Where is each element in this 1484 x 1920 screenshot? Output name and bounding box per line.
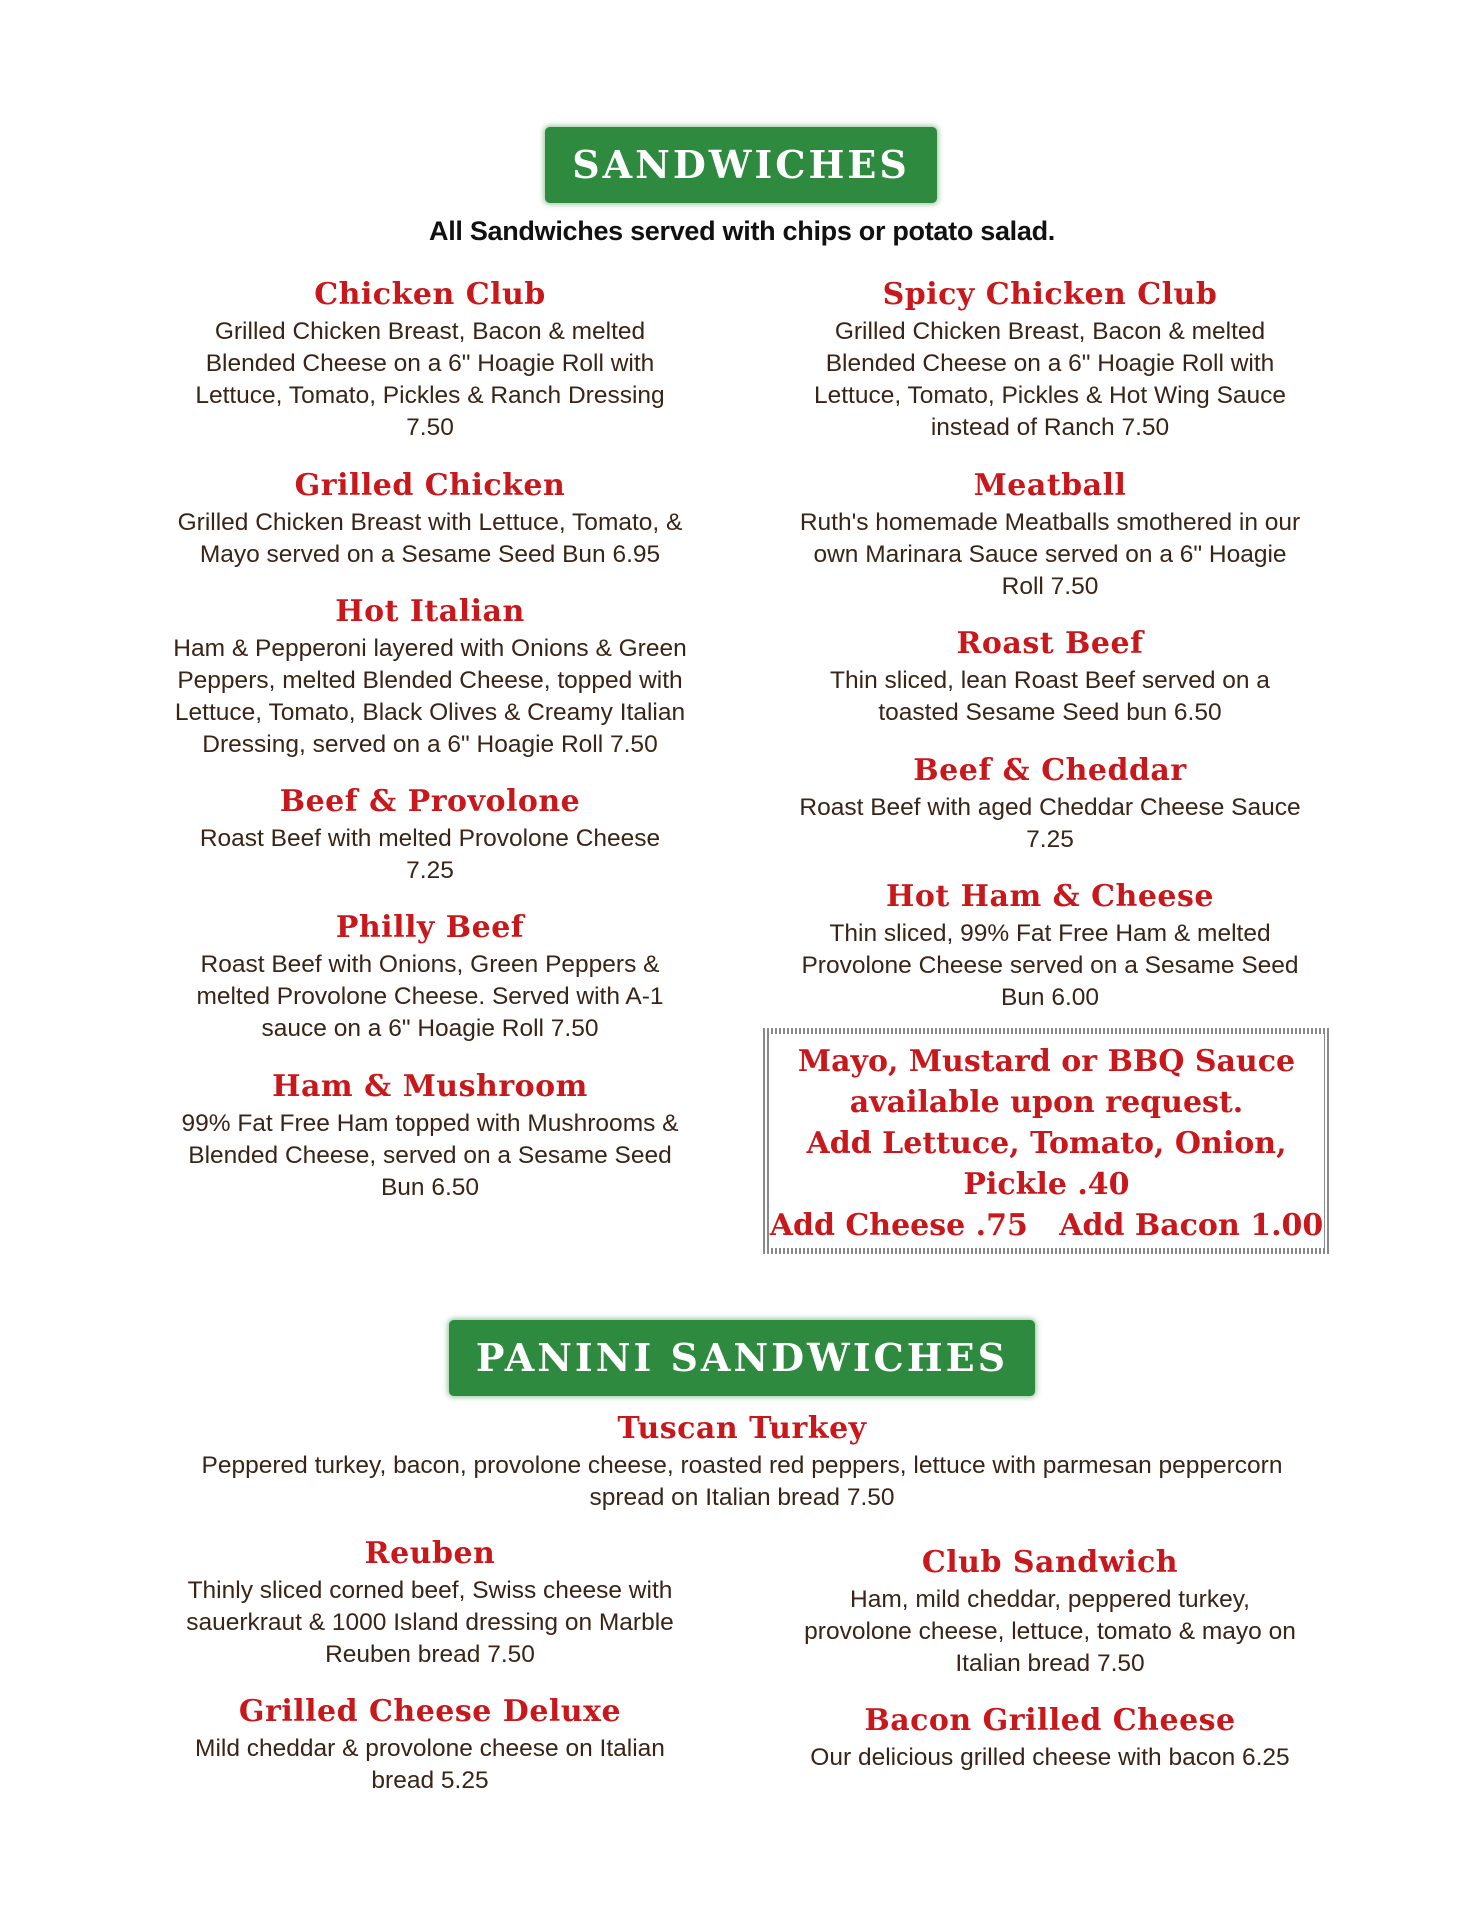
item-name: Beef & Cheddar [913,753,1187,788]
desc-line: Mild cheddar & provolone cheese on Italian [195,1735,665,1762]
desc-line: Blended Cheese on a 6" Hoagie Roll with [825,350,1275,377]
menu-item-grilled-cheese-deluxe [150,1693,710,1797]
notice-line: Add Cheese .75 Add Bacon 1.00 [769,1208,1324,1243]
item-name: Club Sandwich [921,1545,1179,1580]
desc-line: Blended Cheese on a 6" Hoagie Roll with [205,350,655,377]
menu-item-beef-provolone [150,783,710,887]
item-name: Reuben [364,1536,496,1571]
notice-line: Mayo, Mustard or BBQ Sauce [797,1044,1296,1079]
desc-line: Ham & Pepperoni layered with Onions & Green [173,635,687,662]
menu-item-philly-beef [150,909,710,1045]
item-name: Beef & Provolone [279,784,581,819]
menu-item-tuscan-turkey [150,1410,1334,1514]
desc-line: bread 5.25 [371,1767,489,1794]
desc-line: spread on Italian bread 7.50 [589,1484,895,1511]
item-description [150,633,710,761]
desc-line: Bun 6.00 [1000,984,1100,1011]
item-description [770,792,1330,856]
menu-item-hot-ham-cheese [770,878,1330,1014]
item-description [770,316,1330,444]
desc-line: Italian bread 7.50 [955,1650,1145,1677]
sandwiches-subtitle: All Sandwiches served with chips or potato salad. [429,216,1055,246]
desc-line: Reuben bread 7.50 [325,1641,535,1668]
menu-item-reuben [150,1535,710,1671]
desc-line: sauerkraut & 1000 Island dressing on Marble [186,1609,674,1636]
desc-line: Thin sliced, lean Roast Beef served on a [830,667,1270,694]
item-name: Grilled Cheese Deluxe [238,1694,622,1729]
menu-item-chicken-club [150,276,710,444]
desc-line: sauce on a 6" Hoagie Roll 7.50 [261,1015,599,1042]
desc-line: own Marinara Sauce served on a 6" Hoagie [813,541,1287,568]
menu-item-bacon-grilled-cheese [770,1702,1330,1774]
desc-line: Grilled Chicken Breast, Bacon & melted [214,318,646,345]
desc-line: instead of Ranch 7.50 [930,414,1170,441]
item-name: Roast Beef [956,626,1144,661]
item-name: Ham & Mushroom [272,1069,588,1104]
notice-line: Add Lettuce, Tomato, Onion, [806,1126,1287,1161]
menu-item-hot-italian [150,593,710,761]
desc-line: Roast Beef with aged Cheddar Cheese Sauce [799,794,1301,821]
condiments-notice-box [763,1028,1330,1254]
item-description [770,918,1330,1014]
item-description [150,1108,710,1204]
item-name: Chicken Club [314,277,546,312]
desc-line: Roast Beef with melted Provolone Cheese [199,825,661,852]
item-description [150,507,710,571]
menu-item-ham-mushroom [150,1068,710,1204]
menu-item-club-sandwich [770,1544,1330,1680]
item-description [770,665,1330,729]
desc-line: Peppers, melted Blended Cheese, topped with [177,667,683,694]
item-description [770,1584,1330,1680]
notice-line: available upon request. [849,1085,1244,1120]
item-price: 7.50 [406,414,454,441]
desc-line: Ruth's homemade Meatballs smothered in our [799,509,1301,536]
menu-item-roast-beef [770,625,1330,729]
menu-item-spicy-chicken-club [770,276,1330,444]
desc-line: melted Provolone Cheese. Served with A-1 [196,983,664,1010]
desc-line: Blended Cheese, served on a Sesame Seed [188,1142,672,1169]
desc-line: Our delicious grilled cheese with bacon 6.25 [810,1744,1290,1771]
desc-line: Ham, mild cheddar, peppered turkey, [850,1586,1250,1613]
item-name: Grilled Chicken [294,468,566,503]
desc-line: toasted Sesame Seed bun 6.50 [878,699,1222,726]
item-name: Tuscan Turkey [617,1411,867,1446]
panini-banner: PANINI SANDWICHES [452,1323,1032,1393]
menu-item-meatball [770,467,1330,603]
item-name: Bacon Grilled Cheese [864,1703,1236,1738]
item-description [150,1733,710,1797]
item-description [150,1450,1334,1514]
desc-line: Mayo served on a Sesame Seed Bun 6.95 [199,541,661,568]
menu-item-grilled-chicken [150,467,710,571]
desc-line: Grilled Chicken Breast, Bacon & melted [834,318,1266,345]
desc-line: Grilled Chicken Breast with Lettuce, Tomato, & [177,509,683,536]
desc-line: Peppered turkey, bacon, provolone cheese, roasted red peppers, lettuce with parmesan peppercorn [201,1452,1283,1479]
desc-line: Provolone Cheese served on a Sesame Seed [801,952,1299,979]
desc-line: Thin sliced, 99% Fat Free Ham & melted [829,920,1271,947]
menu-item-beef-cheddar [770,752,1330,856]
desc-line: Roast Beef with Onions, Green Peppers & [200,951,660,978]
sandwiches-banner: SANDWICHES [548,130,934,200]
item-description [150,1575,710,1671]
desc-line: Lettuce, Tomato, Pickles & Ranch Dressing [195,382,665,409]
item-name: Hot Italian [335,594,525,629]
desc-line: provolone cheese, lettuce, tomato & mayo on [804,1618,1296,1645]
item-description [770,507,1330,603]
item-name: Meatball [973,468,1127,503]
item-name: Philly Beef [335,910,525,945]
desc-line: Lettuce, Tomato, Black Olives & Creamy Italian [174,699,686,726]
item-price: 7.25 [406,857,454,884]
desc-line: Thinly sliced corned beef, Swiss cheese with [187,1577,673,1604]
item-name: Hot Ham & Cheese [886,879,1214,914]
notice-line: Pickle .40 [963,1167,1130,1202]
desc-line: 99% Fat Free Ham topped with Mushrooms & [181,1110,679,1137]
item-description [150,823,710,887]
desc-line: Dressing, served on a 6" Hoagie Roll 7.50 [202,731,658,758]
item-description [150,316,710,444]
item-name: Spicy Chicken Club [882,277,1218,312]
item-description [150,949,710,1045]
item-description [770,1742,1330,1774]
desc-line: Roll 7.50 [1001,573,1099,600]
item-price: 7.25 [1026,826,1074,853]
desc-line: Lettuce, Tomato, Pickles & Hot Wing Sauce [813,382,1287,409]
desc-line: Bun 6.50 [380,1174,480,1201]
